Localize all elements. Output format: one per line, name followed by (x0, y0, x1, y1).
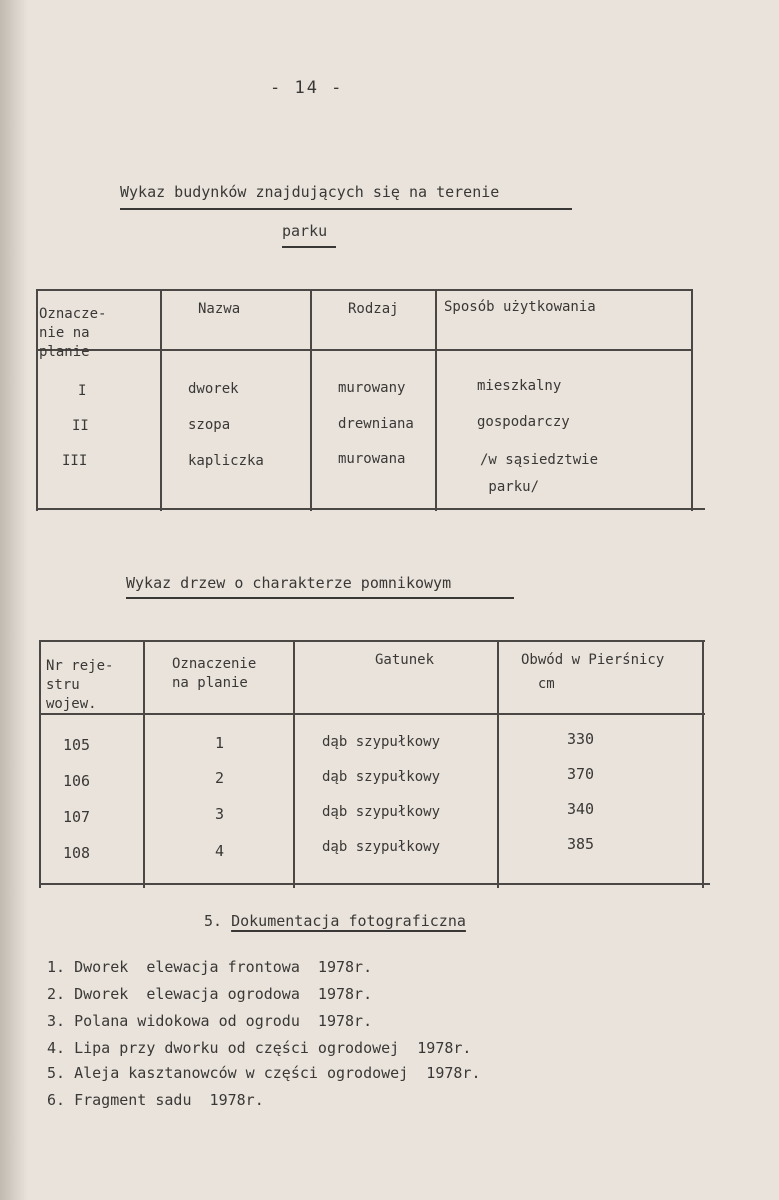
page-number: - 14 - (270, 78, 344, 98)
trees-table-col-divider-3 (497, 640, 499, 888)
photo-doc-heading-number: 5. (204, 912, 223, 930)
trees-row-3-designation: 3 (215, 805, 225, 823)
buildings-heading-underline-2 (282, 246, 336, 248)
trees-row-4-designation: 4 (215, 842, 225, 860)
trees-row-3-register: 107 (63, 808, 91, 826)
trees-heading-underline (126, 597, 514, 599)
trees-row-4-register: 108 (63, 844, 91, 862)
trees-row-1-register: 105 (63, 736, 91, 754)
buildings-header-kind: Rodzaj (348, 301, 399, 317)
buildings-row-1-designation: I (78, 383, 87, 399)
trees-heading: Wykaz drzew o charakterze pomnikowym (126, 574, 452, 592)
buildings-row-1-use: mieszkalny (477, 378, 562, 394)
buildings-table-top-line (37, 289, 692, 291)
trees-row-1-designation: 1 (215, 734, 225, 752)
buildings-heading-line2: parku (282, 222, 328, 240)
buildings-row-3-name: kapliczka (188, 453, 264, 469)
photo-doc-item-6: 6. Fragment sadu 1978r. (47, 1091, 264, 1109)
buildings-row-2-designation: II (72, 418, 89, 434)
buildings-table-header-line (37, 349, 692, 351)
trees-header-species: Gatunek (375, 652, 435, 668)
trees-row-3-girth: 340 (567, 800, 595, 818)
trees-table-header-line (40, 713, 705, 715)
trees-table-right-border (702, 640, 704, 888)
trees-table-bottom-line (40, 883, 710, 885)
buildings-table-col-divider-2 (310, 289, 312, 511)
trees-row-2-designation: 2 (215, 769, 225, 787)
trees-header-register: Nr reje- stru wojew. (46, 658, 114, 712)
photo-doc-item-1: 1. Dworek elewacja frontowa 1978r. (47, 958, 373, 976)
buildings-header-name: Nazwa (198, 301, 241, 317)
buildings-table-bottom-line (37, 508, 705, 510)
trees-row-3-species: dąb szypułkowy (322, 804, 441, 820)
photo-doc-item-2: 2. Dworek elewacja ogrodowa 1978r. (47, 985, 373, 1003)
trees-row-2-girth: 370 (567, 765, 595, 783)
trees-table-col-divider-1 (143, 640, 145, 888)
buildings-header-use: Sposób użytkowania (444, 299, 596, 315)
buildings-row-3-kind: murowana (338, 451, 406, 467)
trees-table-left-border (39, 640, 41, 888)
trees-row-2-register: 106 (63, 772, 91, 790)
buildings-heading-line1: Wykaz budynków znajdujących się na terenie (120, 183, 500, 201)
buildings-table-right-border (691, 289, 693, 511)
trees-header-girth: Obwód w Pierśnicy cm (521, 652, 665, 692)
buildings-row-2-kind: drewniana (338, 416, 414, 432)
photo-doc-item-5: 5. Aleja kasztanowców w części ogrodowej 1978r. (47, 1064, 481, 1082)
buildings-row-1-kind: murowany (338, 380, 406, 396)
trees-header-designation: Oznaczenie na planie (172, 656, 257, 691)
buildings-header-designation: Oznacze- nie na planie (39, 306, 107, 360)
photo-doc-heading (204, 912, 466, 930)
trees-row-1-girth: 330 (567, 730, 595, 748)
photo-doc-item-4: 4. Lipa przy dworku od części ogrodowej 1978r. (47, 1039, 472, 1057)
buildings-table-left-border (36, 289, 38, 511)
photo-doc-heading-text: Dokumentacja fotograficzna (231, 912, 466, 930)
buildings-row-2-name: szopa (188, 417, 231, 433)
trees-row-1-species: dąb szypułkowy (322, 734, 441, 750)
trees-table-top-line (40, 640, 705, 642)
page-edge-shadow (0, 0, 28, 1200)
buildings-table-col-divider-1 (160, 289, 162, 511)
trees-row-2-species: dąb szypułkowy (322, 769, 441, 785)
photo-doc-item-3: 3. Polana widokowa od ogrodu 1978r. (47, 1012, 373, 1030)
buildings-row-3-designation: III (62, 453, 88, 469)
buildings-heading-underline (120, 208, 572, 210)
buildings-row-1-name: dworek (188, 381, 239, 397)
trees-table-col-divider-2 (293, 640, 295, 888)
buildings-table-col-divider-3 (435, 289, 437, 511)
buildings-row-2-use: gospodarczy (477, 414, 570, 430)
trees-row-4-girth: 385 (567, 835, 595, 853)
buildings-row-3-use: /w sąsiedztwie parku/ (480, 452, 599, 495)
trees-row-4-species: dąb szypułkowy (322, 839, 441, 855)
